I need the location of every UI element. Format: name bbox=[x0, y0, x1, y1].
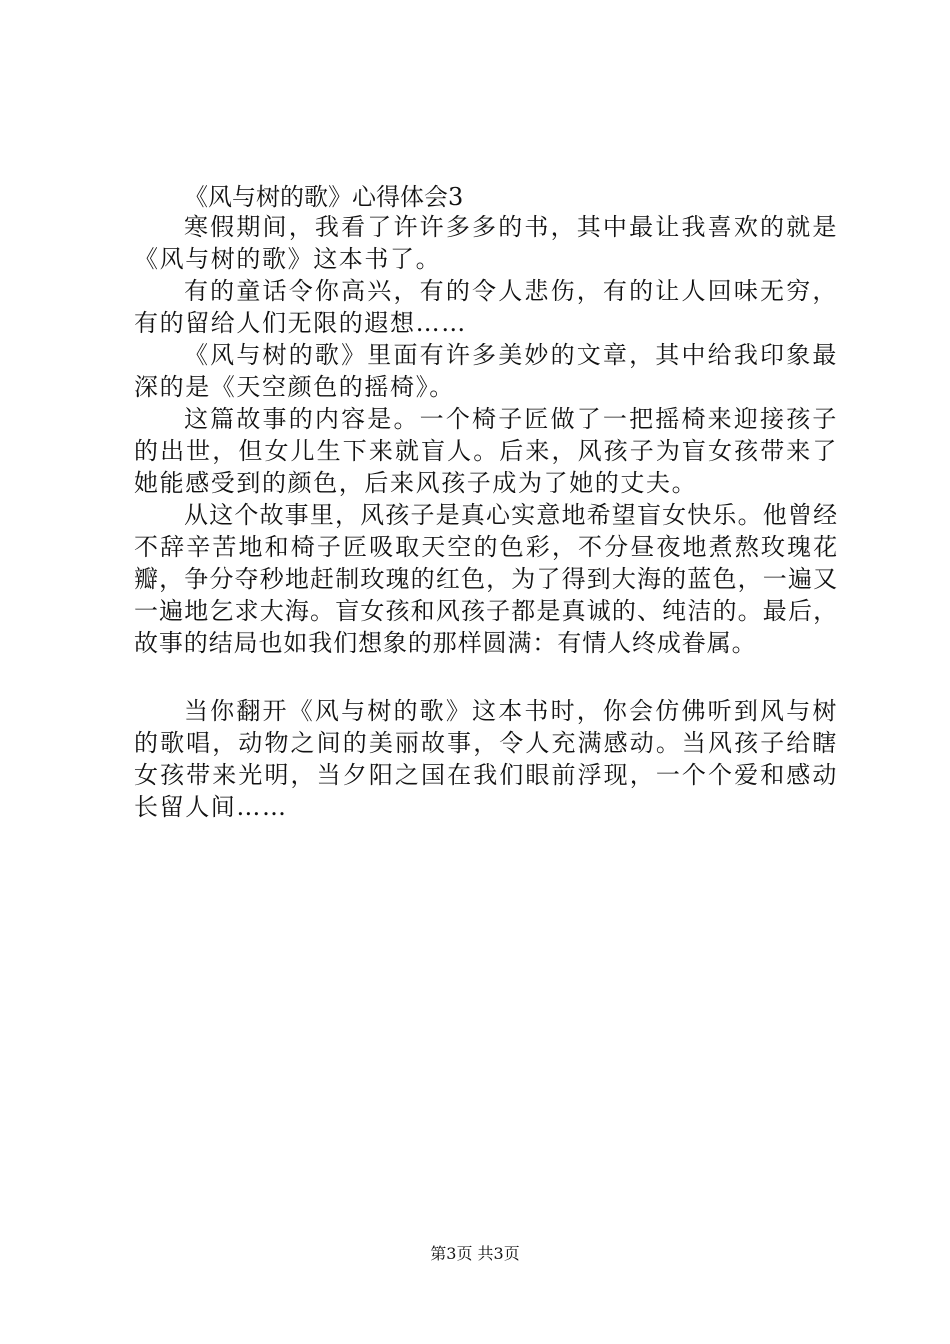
paragraph-4: 这篇故事的内容是。一个椅子匠做了一把摇椅来迎接孩子的出世，但女儿生下来就盲人。后来，风孩子为盲女孩带来了她能感受到的颜色，后来风孩子成为了她的丈夫。 bbox=[134, 405, 838, 497]
paragraph-2: 有的童话令你高兴，有的令人悲伤，有的让人回味无穷，有的留给人们无限的遐想…… bbox=[134, 277, 838, 337]
document-body bbox=[134, 211, 838, 823]
paragraph-6: 当你翻开《风与树的歌》这本书时，你会仿佛听到风与树的歌唱，动物之间的美丽故事，令人充满感动。当风孩子给瞎女孩带来光明，当夕阳之国在我们眼前浮现，一个个爱和感动长留人间…… bbox=[134, 697, 838, 821]
page-title: 《风与树的歌》心得体会3 bbox=[184, 183, 464, 211]
page-number-footer: 第3页 共3页 bbox=[430, 1244, 520, 1263]
paragraph-1: 寒假期间，我看了许许多多的书，其中最让我喜欢的就是《风与树的歌》这本书了。 bbox=[134, 213, 838, 273]
paragraph-5: 从这个故事里，风孩子是真心实意地希望盲女快乐。他曾经不辞辛苦地和椅子匠吸取天空的色彩，不分昼夜地煮熬玫瑰花瓣，争分夺秒地赶制玫瑰的红色，为了得到大海的蓝色，一遍又一遍地乞求大海。盲女孩和风孩子都是真诚的、纯洁的。最后，故事的结局也如我们想象的那样圆满：有情人终成眷属。 bbox=[134, 501, 838, 657]
paragraph-3: 《风与树的歌》里面有许多美妙的文章，其中给我印象最深的是《天空颜色的摇椅》。 bbox=[134, 341, 838, 401]
